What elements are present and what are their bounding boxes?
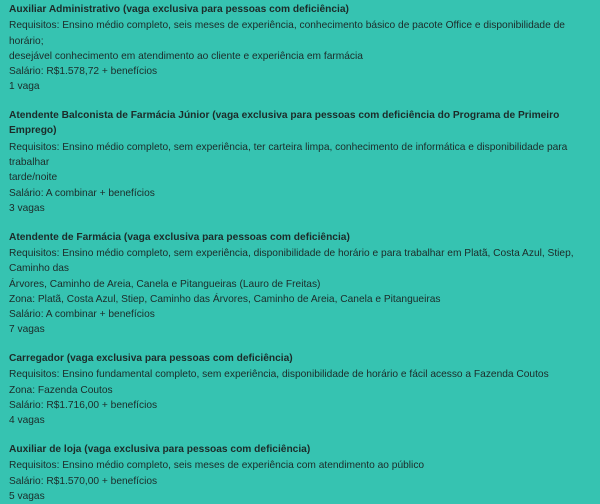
job-openings: 7 vagas bbox=[9, 324, 45, 336]
job-detail-line: Requisitos: Ensino médio completo, seis meses de experiência, conhecimento básico de pacote Office e disponibilidade de horário; bbox=[9, 20, 565, 47]
job-listing bbox=[9, 230, 591, 338]
job-detail-line: Requisitos: Ensino médio completo, seis meses de experiência com atendimento ao público bbox=[9, 460, 425, 472]
job-listing bbox=[9, 351, 591, 428]
job-detail-line: Requisitos: Ensino fundamental completo, sem experiência, disponibilidade de horário e fácil acesso a Fazenda Coutos bbox=[9, 369, 549, 381]
job-salary: Salário: R$1.570,00 + benefícios bbox=[9, 475, 158, 487]
job-openings: 5 vagas bbox=[9, 490, 45, 502]
job-openings: 3 vagas bbox=[9, 202, 45, 214]
job-salary: Salário: A combinar + benefícios bbox=[9, 309, 155, 321]
job-listing bbox=[9, 2, 591, 95]
job-listing bbox=[9, 108, 591, 216]
job-salary: Salário: R$1.578,72 + benefícios bbox=[9, 66, 158, 78]
job-detail-line: desejável conhecimento em atendimento ao cliente e experiência em farmácia bbox=[9, 50, 363, 62]
job-openings: 1 vaga bbox=[9, 81, 40, 93]
job-title: Auxiliar Administrativo (vaga exclusiva para pessoas com deficiência) bbox=[9, 4, 349, 15]
job-detail-line: Árvores, Caminho de Areia, Canela e Pitangueiras (Lauro de Freitas) bbox=[9, 278, 321, 290]
job-title: Atendente de Farmácia (vaga exclusiva para pessoas com deficiência) bbox=[9, 231, 350, 243]
job-title: Auxiliar de loja (vaga exclusiva para pessoas com deficiência) bbox=[9, 443, 311, 455]
job-zone: Zona: Fazenda Coutos bbox=[9, 384, 113, 396]
job-zone: Zona: Platã, Costa Azul, Stiep, Caminho das Árvores, Caminho de Areia, Canela e Pitangueiras bbox=[9, 293, 441, 305]
job-openings: 4 vagas bbox=[9, 415, 45, 427]
job-title: Carregador (vaga exclusiva para pessoas com deficiência) bbox=[9, 353, 293, 365]
job-salary: Salário: R$1.716,00 + benefícios bbox=[9, 400, 158, 411]
job-detail-line: Requisitos: Ensino médio completo, sem experiência, disponibilidade de horário e para trabalhar em Platã, Costa Azul, Stiep, Caminho das bbox=[9, 247, 574, 275]
job-salary: Salário: A combinar + benefícios bbox=[9, 187, 155, 199]
job-detail-line: Requisitos: Ensino médio completo, sem experiência, ter carteira limpa, conhecimento de informática e disponibilidade para trabalhar bbox=[9, 141, 568, 169]
job-detail-line: tarde/noite bbox=[9, 172, 58, 184]
job-listing bbox=[9, 442, 591, 504]
job-title: Atendente Balconista de Farmácia Júnior (vaga exclusiva para pessoas com deficiência do Programa de Primeiro Emprego) bbox=[9, 110, 560, 137]
